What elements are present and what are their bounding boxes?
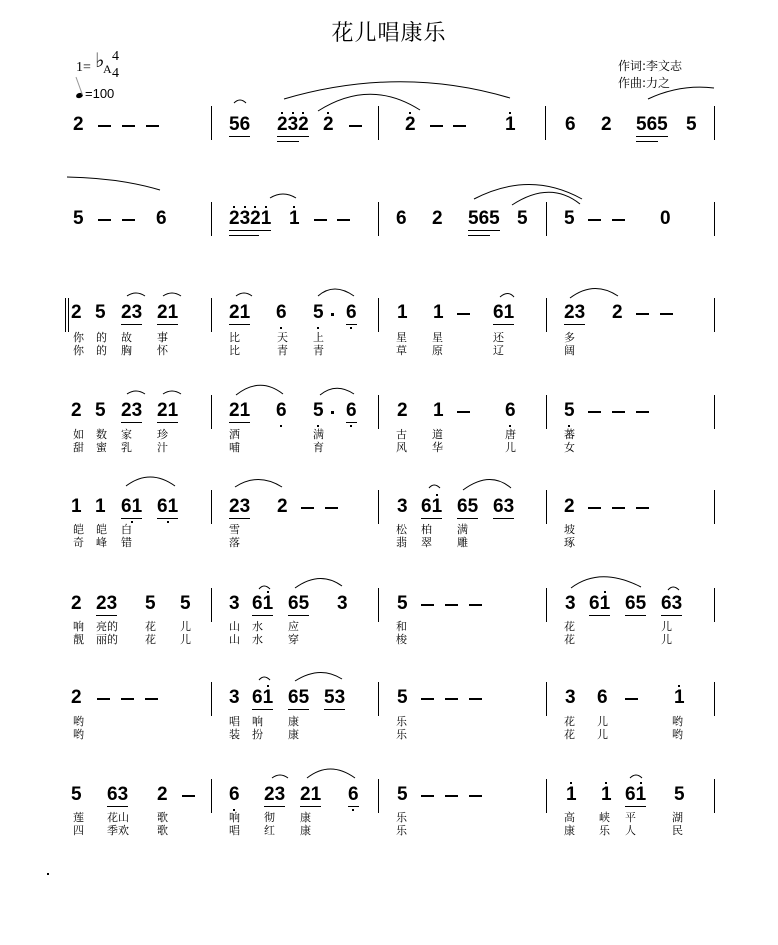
lyric: 洒 xyxy=(229,428,240,441)
lyric: 哟 xyxy=(672,715,683,728)
note: 61 xyxy=(252,593,274,614)
dash xyxy=(182,795,195,797)
lyric: 梭 xyxy=(396,633,407,646)
note: 5 xyxy=(674,784,685,805)
dash xyxy=(301,507,314,509)
note: 5 xyxy=(145,593,156,614)
dash xyxy=(122,125,135,127)
note: 1 xyxy=(95,496,106,517)
lyric: 珍 xyxy=(157,428,168,441)
lyric: 儿 xyxy=(597,715,608,728)
note: 5 xyxy=(564,400,575,421)
barline xyxy=(714,202,715,236)
note: 5 xyxy=(564,208,575,229)
dash xyxy=(457,411,470,413)
flat-icon: ♭ xyxy=(95,48,105,72)
barline xyxy=(211,588,212,622)
dash xyxy=(325,507,338,509)
lyric: 高 xyxy=(564,811,575,824)
lyricist: 作词:李文志 xyxy=(618,59,683,73)
barline xyxy=(546,682,547,716)
lyric: 花 xyxy=(145,633,156,646)
dash xyxy=(445,698,458,700)
lyric: 水 xyxy=(252,620,263,633)
lyric: 红 xyxy=(264,824,275,837)
lyric: 康 xyxy=(288,715,299,728)
lyric: 华 xyxy=(432,441,443,454)
dash xyxy=(612,507,625,509)
dash xyxy=(430,125,443,127)
note: 5 xyxy=(180,593,191,614)
lyric: 彻 xyxy=(264,811,275,824)
lyric: 草 xyxy=(396,344,407,357)
note: 0 xyxy=(660,208,671,229)
lyric: 儿 xyxy=(661,620,672,633)
note: 2321 xyxy=(229,208,272,229)
lyric: 康 xyxy=(300,824,311,837)
note: 61 xyxy=(625,784,647,805)
note: 2 xyxy=(601,114,612,135)
note: 6 xyxy=(505,400,516,421)
lyric: 民 xyxy=(672,824,683,837)
lyric: 满 xyxy=(313,428,324,441)
lyric: 青 xyxy=(277,344,288,357)
note: 23 xyxy=(229,496,251,517)
note: 21 xyxy=(157,400,179,421)
lyric: 唐 xyxy=(505,428,516,441)
lyric: 松 xyxy=(396,523,407,536)
lyric: 峰 xyxy=(96,536,107,549)
lyric: 平 xyxy=(625,811,636,824)
quarter-note-icon xyxy=(75,92,83,99)
dash xyxy=(636,411,649,413)
lyric: 如 xyxy=(73,428,84,441)
note: 65 xyxy=(625,593,647,614)
time-signature-bottom: 4 xyxy=(112,66,119,81)
note: 2 xyxy=(73,114,84,135)
lyric: 花 xyxy=(564,633,575,646)
lyric: 胸 xyxy=(121,344,132,357)
dash xyxy=(636,313,649,315)
lyric: 育 xyxy=(313,441,324,454)
lyric: 花 xyxy=(564,620,575,633)
note: 63 xyxy=(107,784,129,805)
composer: 作曲:力之 xyxy=(618,76,671,90)
note: 3 xyxy=(337,593,348,614)
credits xyxy=(618,58,682,92)
dash xyxy=(457,313,470,315)
lyric: 你 xyxy=(73,344,84,357)
tempo-mark xyxy=(76,86,114,101)
barline xyxy=(211,106,212,140)
lyric: 你 xyxy=(73,331,84,344)
note: 1 xyxy=(674,687,685,708)
barline xyxy=(378,395,379,429)
lyric: 乐 xyxy=(599,824,610,837)
lyric: 装 xyxy=(229,728,240,741)
barline xyxy=(378,298,379,332)
note: 5 xyxy=(313,302,324,323)
note: 65 xyxy=(457,496,479,517)
note: 2 xyxy=(71,593,82,614)
lyric: 康 xyxy=(564,824,575,837)
note: 65 xyxy=(288,687,310,708)
lyric: 乐 xyxy=(396,824,407,837)
dash xyxy=(612,411,625,413)
lyric: 皑 xyxy=(73,523,84,536)
note: 3 xyxy=(229,593,240,614)
dash xyxy=(625,698,638,700)
lyric: 哺 xyxy=(229,441,240,454)
barline xyxy=(546,779,547,813)
barline xyxy=(211,298,212,332)
barline xyxy=(546,298,547,332)
note: 5 xyxy=(95,400,106,421)
lyric: 甜 xyxy=(73,441,84,454)
lyric: 比 xyxy=(229,344,240,357)
barline xyxy=(546,490,547,524)
lyric: 歌 xyxy=(157,811,168,824)
lyric: 乐 xyxy=(396,811,407,824)
note: 2 xyxy=(405,114,416,135)
lyric: 唱 xyxy=(229,715,240,728)
note: 2 xyxy=(157,784,168,805)
note: 5 xyxy=(686,114,697,135)
lyric: 人 xyxy=(625,824,636,837)
note: 23 xyxy=(264,784,286,805)
lyric: 乐 xyxy=(396,715,407,728)
note: 2 xyxy=(397,400,408,421)
note: 6 xyxy=(346,302,357,323)
note: 2 xyxy=(432,208,443,229)
augmentation-dot xyxy=(331,313,334,316)
barline xyxy=(545,106,546,140)
lyric: 花 xyxy=(564,728,575,741)
lyric: 儿 xyxy=(661,633,672,646)
lyric: 哟 xyxy=(672,728,683,741)
lyric: 儿 xyxy=(180,620,191,633)
dash xyxy=(97,698,110,700)
lyric: 青 xyxy=(313,344,324,357)
barline xyxy=(378,202,379,236)
dash xyxy=(122,219,135,221)
lyric: 峡 xyxy=(599,811,610,824)
barline xyxy=(211,490,212,524)
barline xyxy=(714,106,715,140)
dash xyxy=(337,219,350,221)
lyric: 事 xyxy=(157,331,168,344)
dash xyxy=(469,604,482,606)
lyric: 汁 xyxy=(157,441,168,454)
tempo-value: =100 xyxy=(85,86,115,101)
note: 61 xyxy=(421,496,443,517)
lyric: 的 xyxy=(96,344,107,357)
dash xyxy=(98,219,111,221)
note: 21 xyxy=(229,400,251,421)
note: 56 xyxy=(229,114,251,135)
barline xyxy=(211,682,212,716)
barline xyxy=(714,682,715,716)
dash xyxy=(636,507,649,509)
key-letter: A xyxy=(103,62,112,76)
lyric: 琢 xyxy=(564,536,575,549)
note: 23 xyxy=(564,302,586,323)
note: 5 xyxy=(517,208,528,229)
lyric: 儿 xyxy=(597,728,608,741)
note: 3 xyxy=(565,593,576,614)
key-prefix: 1= xyxy=(76,60,91,75)
note: 6 xyxy=(348,784,359,805)
note: 2 xyxy=(277,496,288,517)
dash xyxy=(421,698,434,700)
dash xyxy=(98,125,111,127)
lyric: 上 xyxy=(313,331,324,344)
dash xyxy=(588,411,601,413)
note: 61 xyxy=(121,496,143,517)
lyric: 蜜 xyxy=(96,441,107,454)
note: 23 xyxy=(121,302,143,323)
song-title: 花儿唱康乐 xyxy=(331,21,447,46)
lyric: 唱 xyxy=(229,824,240,837)
lyric: 原 xyxy=(432,344,443,357)
lyric: 康 xyxy=(300,811,311,824)
note: 565 xyxy=(468,208,500,229)
lyric: 儿 xyxy=(505,441,516,454)
note: 5 xyxy=(313,400,324,421)
dash xyxy=(588,507,601,509)
note: 2 xyxy=(323,114,334,135)
note: 1 xyxy=(433,302,444,323)
note: 2 xyxy=(612,302,623,323)
lyric: 花山 xyxy=(107,811,129,824)
note: 23 xyxy=(121,400,143,421)
barline xyxy=(378,588,379,622)
lyric: 山 xyxy=(229,620,240,633)
lyric: 满 xyxy=(457,523,468,536)
lyric: 哟 xyxy=(73,728,84,741)
dash xyxy=(469,698,482,700)
note: 6 xyxy=(565,114,576,135)
lyric: 还 xyxy=(493,331,504,344)
lyric: 雪 xyxy=(229,523,240,536)
note: 5 xyxy=(73,208,84,229)
lyric: 多 xyxy=(564,331,575,344)
lyric: 奇 xyxy=(73,536,84,549)
lyric: 响 xyxy=(229,811,240,824)
dash xyxy=(145,698,158,700)
note: 3 xyxy=(229,687,240,708)
lyric: 四 xyxy=(73,824,84,837)
note: 2 xyxy=(564,496,575,517)
lyric: 比 xyxy=(229,331,240,344)
lyric: 和 xyxy=(396,620,407,633)
barline xyxy=(714,490,715,524)
barline xyxy=(378,779,379,813)
lyric: 湖 xyxy=(672,811,683,824)
note: 63 xyxy=(493,496,515,517)
note: 65 xyxy=(288,593,310,614)
dash xyxy=(121,698,134,700)
note: 1 xyxy=(71,496,82,517)
augmentation-dot xyxy=(331,411,334,414)
lyric: 翠 xyxy=(421,536,432,549)
note: 3 xyxy=(397,496,408,517)
lyric: 落 xyxy=(229,536,240,549)
lyric: 乳 xyxy=(121,441,132,454)
time-signature-top: 4 xyxy=(112,49,119,64)
lyric: 儿 xyxy=(180,633,191,646)
note: 61 xyxy=(493,302,515,323)
note: 6 xyxy=(597,687,608,708)
dash xyxy=(146,125,159,127)
dash xyxy=(445,795,458,797)
barline xyxy=(378,106,379,140)
lyric: 歌 xyxy=(157,824,168,837)
lyric: 皑 xyxy=(96,523,107,536)
note: 2 xyxy=(71,400,82,421)
lyric: 康 xyxy=(288,728,299,741)
note: 21 xyxy=(157,302,179,323)
note: 61 xyxy=(589,593,611,614)
lyric: 季欢 xyxy=(107,824,129,837)
dash xyxy=(349,125,362,127)
lyric: 数 xyxy=(96,428,107,441)
note: 3 xyxy=(565,687,576,708)
lyric: 翡 xyxy=(396,536,407,549)
note: 5 xyxy=(95,302,106,323)
lyric: 山 xyxy=(229,633,240,646)
lyric: 哟 xyxy=(73,715,84,728)
lyric: 蕃 xyxy=(564,428,575,441)
note: 565 xyxy=(636,114,668,135)
dash xyxy=(314,219,327,221)
note: 6 xyxy=(396,208,407,229)
lyric: 道 xyxy=(432,428,443,441)
dash xyxy=(588,219,601,221)
lyric: 辽 xyxy=(493,344,504,357)
note: 61 xyxy=(157,496,179,517)
note: 21 xyxy=(300,784,322,805)
repeat-barline xyxy=(65,298,66,332)
barline xyxy=(546,588,547,622)
barline xyxy=(546,395,547,429)
barline xyxy=(714,298,715,332)
note: 1 xyxy=(566,784,577,805)
note: 232 xyxy=(277,114,309,135)
lyric: 错 xyxy=(121,536,132,549)
lyric: 家 xyxy=(121,428,132,441)
note: 1 xyxy=(601,784,612,805)
lyric: 水 xyxy=(252,633,263,646)
note: 21 xyxy=(229,302,251,323)
lyric: 乐 xyxy=(396,728,407,741)
lyric: 怀 xyxy=(157,344,168,357)
barline xyxy=(211,202,212,236)
note: 1 xyxy=(397,302,408,323)
lyric: 应 xyxy=(288,620,299,633)
barline xyxy=(378,682,379,716)
barline xyxy=(714,395,715,429)
note: 6 xyxy=(276,400,287,421)
lyric: 星 xyxy=(396,331,407,344)
lyric: 花 xyxy=(145,620,156,633)
barline xyxy=(211,395,212,429)
note: 5 xyxy=(397,784,408,805)
lyric: 亮的 xyxy=(96,620,118,633)
note: 53 xyxy=(324,687,346,708)
lyric: 阔 xyxy=(564,344,575,357)
lyric: 响 xyxy=(252,715,263,728)
lyric: 响 xyxy=(73,620,84,633)
note: 1 xyxy=(433,400,444,421)
lyric: 柏 xyxy=(421,523,432,536)
dash xyxy=(445,604,458,606)
dash xyxy=(660,313,673,315)
barline xyxy=(714,588,715,622)
note: 6 xyxy=(156,208,167,229)
dash xyxy=(421,795,434,797)
lyric: 天 xyxy=(277,331,288,344)
note: 23 xyxy=(96,593,118,614)
barline xyxy=(211,779,212,813)
lyric: 女 xyxy=(564,441,575,454)
barline xyxy=(714,779,715,813)
lyric: 故 xyxy=(121,331,132,344)
note: 6 xyxy=(346,400,357,421)
lyric: 的 xyxy=(96,331,107,344)
note: 1 xyxy=(505,114,516,135)
lyric: 丽的 xyxy=(96,633,118,646)
lyric: 花 xyxy=(564,715,575,728)
dash xyxy=(469,795,482,797)
barline xyxy=(546,202,547,236)
lyric: 雕 xyxy=(457,536,468,549)
lyric: 风 xyxy=(396,441,407,454)
note: 63 xyxy=(661,593,683,614)
dash xyxy=(612,219,625,221)
lyric: 古 xyxy=(396,428,407,441)
dash xyxy=(453,125,466,127)
lyric: 靓 xyxy=(73,633,84,646)
barline xyxy=(378,490,379,524)
dash xyxy=(421,604,434,606)
note: 1 xyxy=(289,208,300,229)
note: 61 xyxy=(252,687,274,708)
lyric: 白 xyxy=(121,523,132,536)
lyric: 星 xyxy=(432,331,443,344)
note: 2 xyxy=(71,302,82,323)
note: 5 xyxy=(71,784,82,805)
note: 6 xyxy=(229,784,240,805)
lyric: 坡 xyxy=(564,523,575,536)
lyric: 穿 xyxy=(288,633,299,646)
note: 5 xyxy=(397,687,408,708)
note: 5 xyxy=(397,593,408,614)
note: 2 xyxy=(71,687,82,708)
lyric: 扮 xyxy=(252,728,263,741)
lyric: 莲 xyxy=(73,811,84,824)
stray-dot xyxy=(47,873,49,875)
note: 6 xyxy=(276,302,287,323)
